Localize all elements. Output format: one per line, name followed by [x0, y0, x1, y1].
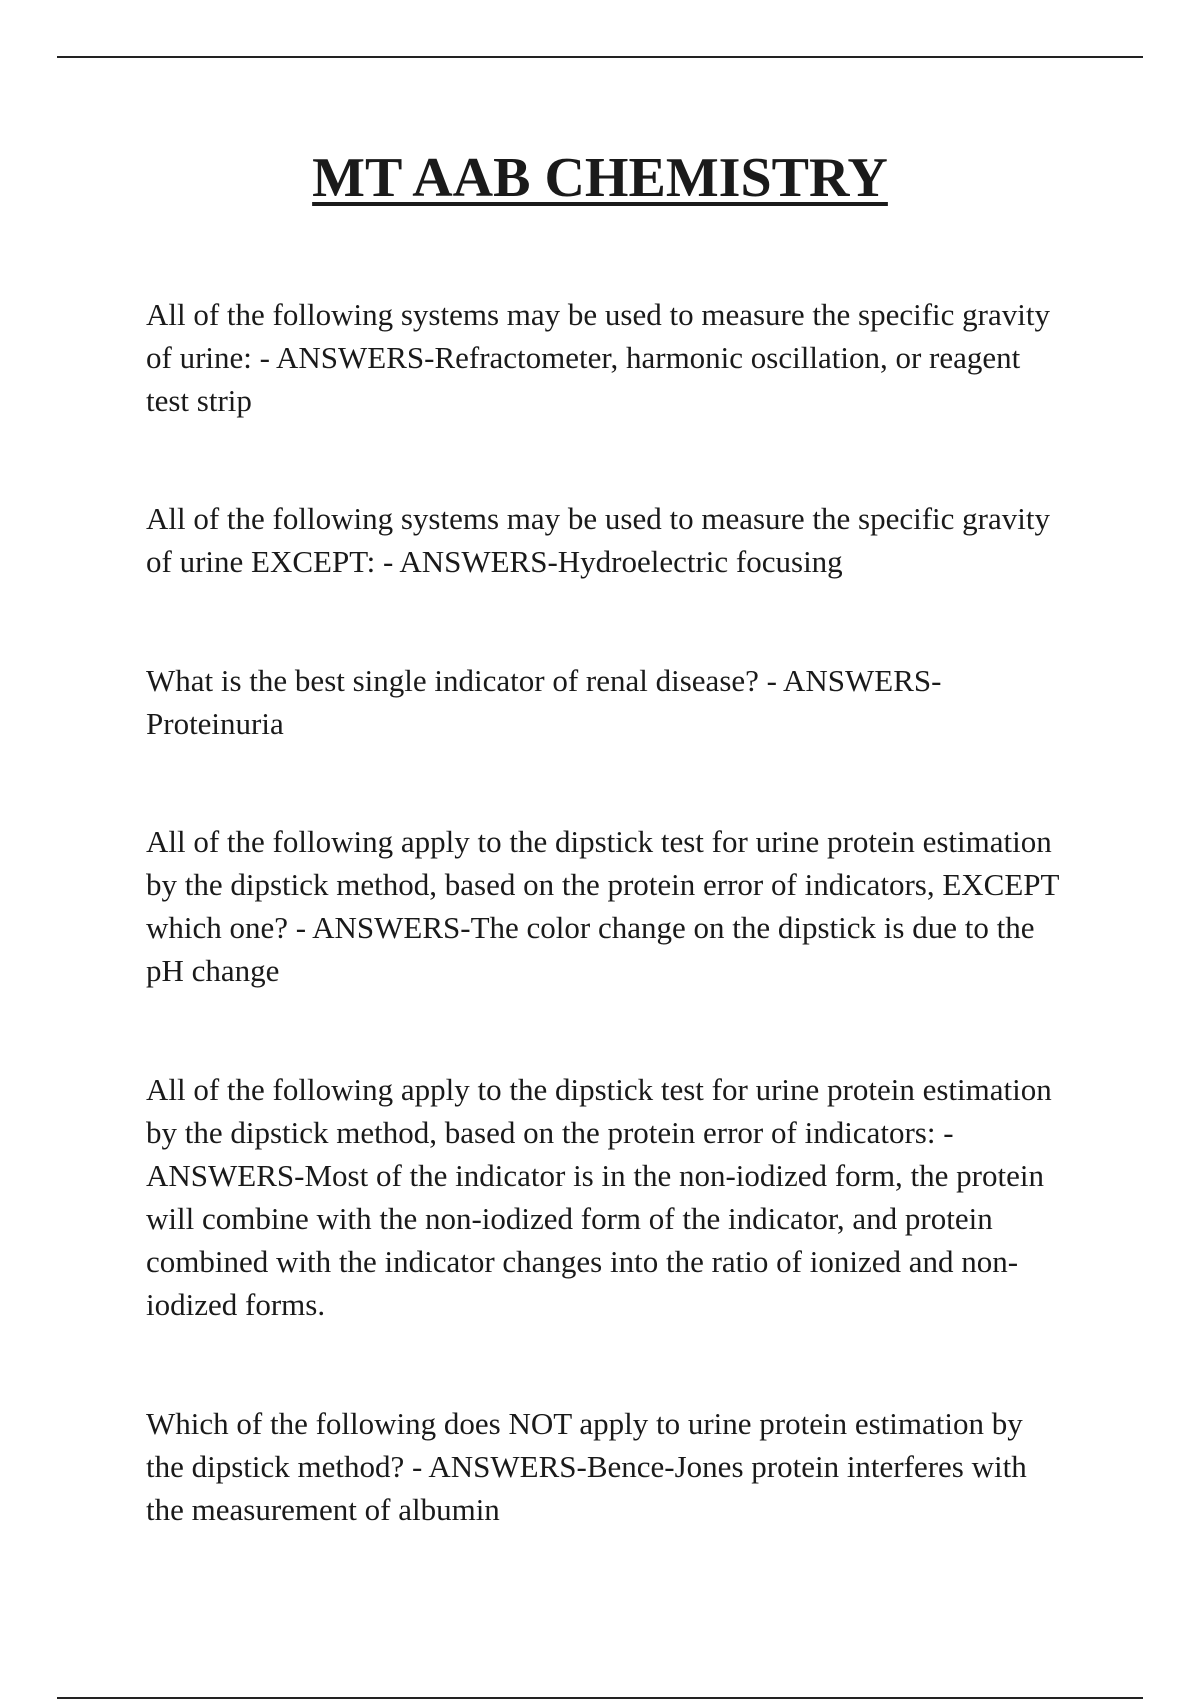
qa-item: What is the best single indicator of renal disease? - ANSWERS-Proteinuria — [146, 663, 942, 741]
qa-item: All of the following apply to the dipstick test for urine protein estimation by the dipstick method, based on the protein error of indicators, EXCEPT which one? - ANSWERS-The color change on the dipstick is due to the pH change — [146, 824, 1059, 988]
bottom-divider — [57, 1697, 1143, 1699]
qa-item: All of the following systems may be used to measure the specific gravity of urine EXCEPT: - ANSWERS-Hydroelectric focusing — [146, 501, 1050, 579]
page-title — [0, 146, 1200, 210]
top-divider — [57, 56, 1143, 58]
qa-item: All of the following systems may be used to measure the specific gravity of urine: - ANSWERS-Refractometer, harmonic oscillation, or reagent test strip — [146, 297, 1050, 418]
qa-item: All of the following apply to the dipstick test for urine protein estimation by the dipstick method, based on the protein error of indicators: - ANSWERS-Most of the indicator is in the non-iodized form, the protein will combine with the non-iodized form of the indicator, and protein combined with the indicator changes into the ratio of ionized and non-iodized forms. — [146, 1072, 1052, 1322]
qa-item: Which of the following does NOT apply to urine protein estimation by the dipstick method? - ANSWERS-Bence-Jones protein interferes with the measurement of albumin — [146, 1406, 1027, 1527]
page-title-text: MT AAB CHEMISTRY — [312, 147, 888, 209]
